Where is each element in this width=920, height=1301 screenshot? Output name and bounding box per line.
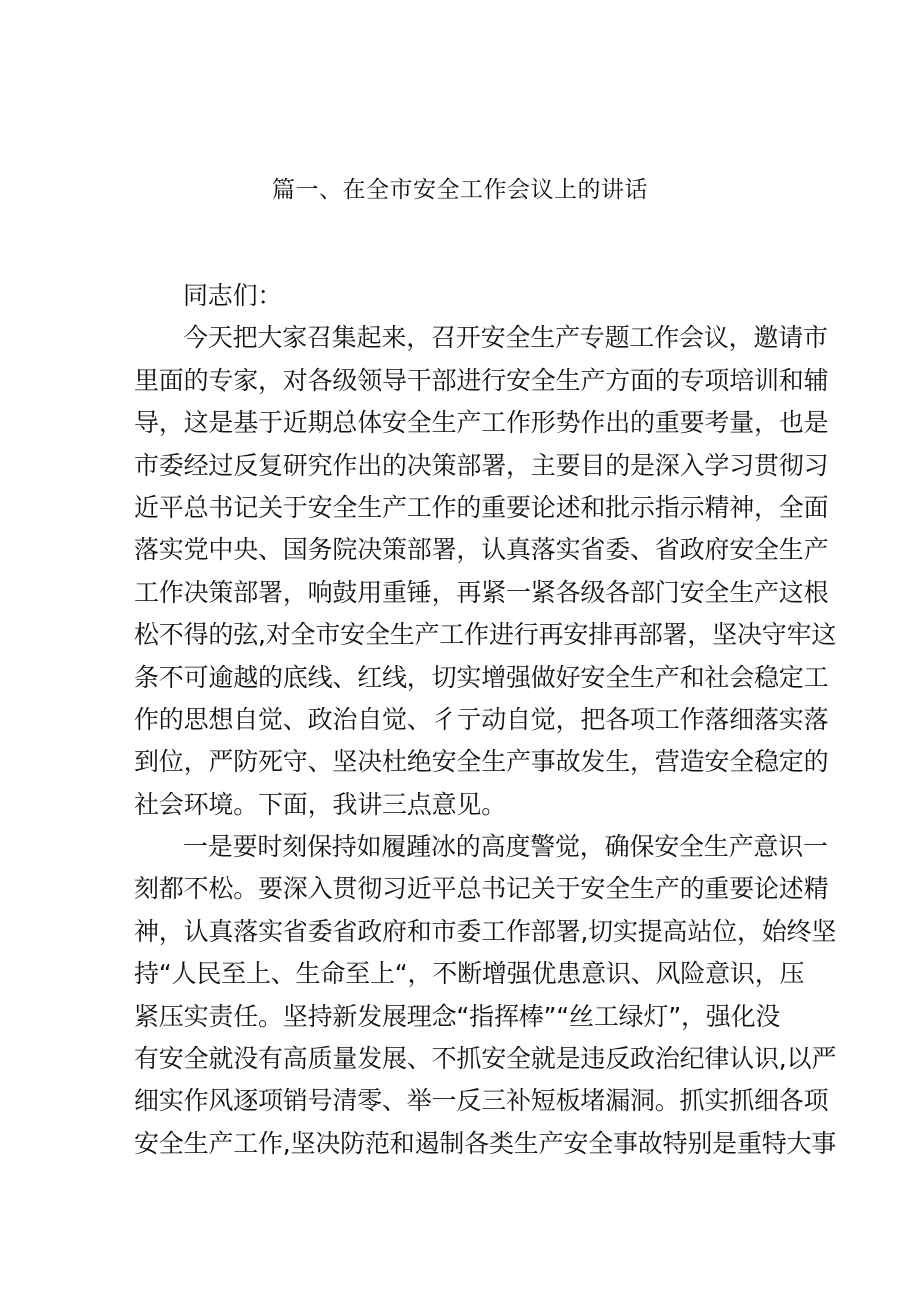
document-body <box>134 275 837 1165</box>
text-line: 安全生产工作,坚决防范和遏制各类生产安全事故特别是重特大事 <box>134 1128 837 1158</box>
document-title: 篇一、在全市安全工作会议上的讲话 <box>272 177 648 203</box>
text-line: 一是要时刻保持如履踵冰的高度警觉，确保安全生产意识一 <box>183 832 828 862</box>
text-line: 落实党中央、国务院决策部署，认真落实省委、省政府安全生产 <box>134 535 829 565</box>
text-line: 紧压实责任。坚持新发展理念“指挥棒”“丝工绿灯”，强化没 <box>134 1001 781 1031</box>
text-line: 神，认真落实省委省政府和市委工作部署,切实提高站位，始终坚 <box>134 916 837 946</box>
text-line: 导，这是基于近期总体安全生产工作形势作出的重要考量，也是 <box>134 408 829 438</box>
text-line: 同志们： <box>183 281 283 310</box>
text-line: 市委经过反复研究作出的决策部署，主要目的是深入学习贯彻习 <box>134 450 829 480</box>
text-line: 工作决策部署，响鼓用重锤，再紧一紧各级各部门安全生产这根 <box>134 577 829 607</box>
text-line: 持“人民至上、生命至上“，不断增强优患意识、风险意识，压 <box>134 959 805 989</box>
text-line: 里面的专家，对各级领导干部进行安全生产方面的专项培训和辅 <box>134 365 829 395</box>
text-line: 细实作风逐项销号清零、举一反三补短板堵漏洞。抓实抓细各项 <box>134 1086 829 1116</box>
text-line: 近平总书记关于安全生产工作的重要论述和批示指示精神，全面 <box>134 492 829 522</box>
text-line: 到位，严防死守、坚决杜绝安全生产事故发生，营造安全稳定的 <box>134 747 829 777</box>
text-line: 刻都不松。要深入贯彻习近平总书记关于安全生产的重要论述精 <box>134 874 829 904</box>
text-line: 作的思想自觉、政治自觉、彳亍动自觉，把各项工作落细落实落 <box>134 704 829 734</box>
text-line: 今天把大家召集起来，召开安全生产专题工作会议，邀请市 <box>183 323 828 353</box>
text-line: 社会环境。下面，我讲三点意见。 <box>134 789 507 819</box>
text-line: 松不得的弦,对全市安全生产工作进行再安排再部署，坚决守牢这 <box>134 620 837 650</box>
text-line: 条不可逾越的底线、红线，切实增强做好安全生产和社会稳定工 <box>134 662 829 692</box>
text-line: 有安全就没有高质量发展、不抓安全就是违反政治纪律认识,以严 <box>134 1044 837 1074</box>
